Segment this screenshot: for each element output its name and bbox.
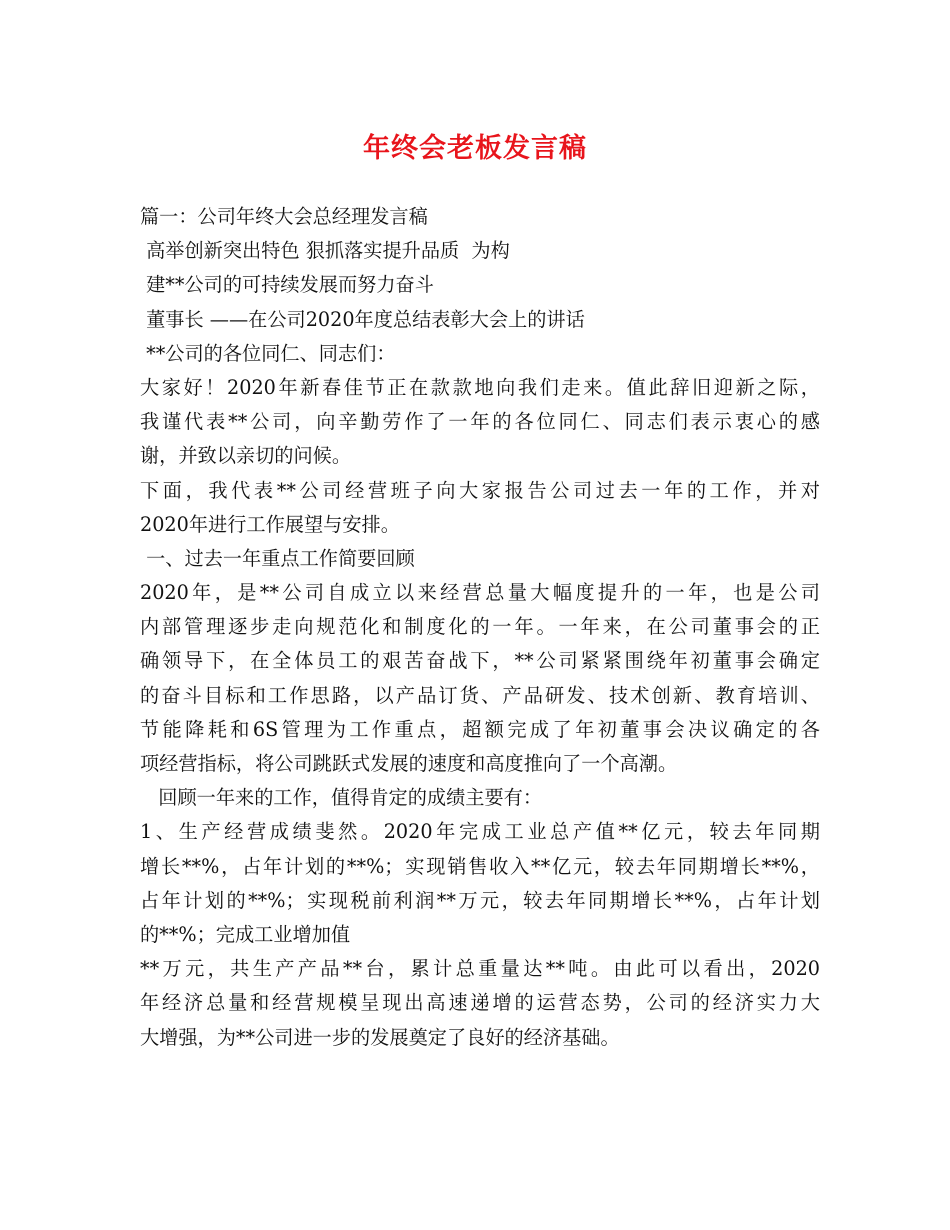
- text-line: 占年计划的**%；实现税前利润**万元，较去年同期增长**%，占年计划: [140, 888, 820, 912]
- text-line: 谢，并致以亲切的问候。: [140, 444, 352, 468]
- text-line: 高举创新突出特色 狠抓落实提升品质 为构: [140, 239, 510, 263]
- text-line: **公司的各位同仁、同志们：: [140, 341, 396, 365]
- text-line: 确领导下，在全体员工的艰苦奋战下，**公司紧紧围绕年初董事会确定: [140, 649, 820, 673]
- document-title: 年终会老板发言稿: [363, 133, 587, 164]
- text-line: 大增强，为**公司进一步的发展奠定了良好的经济基础。: [140, 1025, 620, 1049]
- text-line: 一、过去一年重点工作简要回顾: [140, 546, 415, 570]
- text-line: 2020年，是**公司自成立以来经营总量大幅度提升的一年，也是公司: [140, 581, 820, 605]
- text-line: 下面，我代表**公司经营班子向大家报告公司过去一年的工作，并对: [140, 478, 820, 502]
- text-line: 增长**%，占年计划的**%；实现销售收入**亿元，较去年同期增长**%，: [140, 854, 820, 878]
- text-line: 内部管理逐步走向规范化和制度化的一年。一年来，在公司董事会的正: [140, 615, 820, 639]
- text-line: 1、生产经营成绩斐然。2020年完成工业总产值**亿元，较去年同期: [140, 820, 820, 844]
- text-line: **万元，共生产产品**台，累计总重量达**吨。由此可以看出，2020: [140, 957, 820, 981]
- text-line: 回顾一年来的工作，值得肯定的成绩主要有：: [140, 786, 543, 810]
- text-line: 大家好！2020年新春佳节正在款款地向我们走来。值此辞旧迎新之际，: [140, 375, 820, 399]
- text-line: 2020年进行工作展望与安排。: [140, 512, 400, 536]
- text-line: 节能降耗和6S管理为工作重点，超额完成了年初董事会决议确定的各: [140, 717, 820, 741]
- text-line: 董事长 ——在公司2020年度总结表彰大会上的讲话: [140, 307, 585, 331]
- text-line: 我谨代表**公司，向辛勤劳作了一年的各位同仁、同志们表示衷心的感: [140, 410, 820, 434]
- text-line: 年经济总量和经营规模呈现出高速递增的运营态势，公司的经济实力大: [140, 991, 820, 1015]
- text-line: 项经营指标，将公司跳跃式发展的速度和高度推向了一个高潮。: [140, 752, 678, 775]
- text-line: 建**公司的可持续发展而努力奋斗: [140, 273, 434, 297]
- text-line: 篇一：公司年终大会总经理发言稿: [140, 205, 428, 228]
- document-body: [140, 200, 820, 1055]
- text-line: 的**%；完成工业增加值: [140, 922, 351, 946]
- text-line: 的奋斗目标和工作思路，以产品订货、产品研发、技术创新、教育培训、: [140, 683, 820, 707]
